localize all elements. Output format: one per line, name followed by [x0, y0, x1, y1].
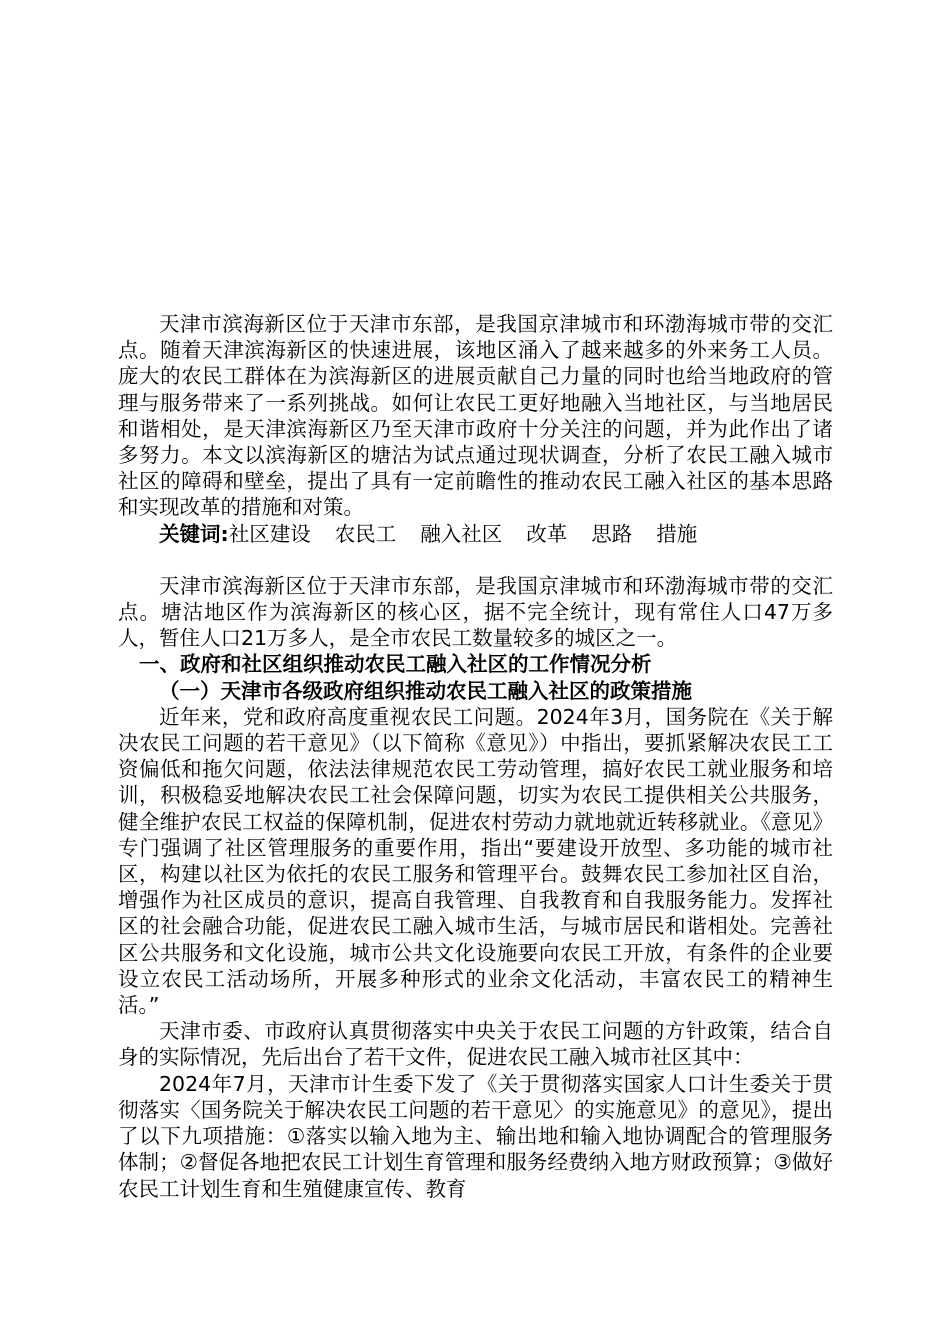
paragraph-spacer — [118, 547, 833, 573]
intro-paragraph: 天津市滨海新区位于天津市东部，是我国京津城市和环渤海城市带的交汇点。塘沽地区作为滨海新区的核心区，据不完全统计，现有常住人口47万多人，暂住人口21万多人，是全市农民工数量较多的城区之一。 — [118, 573, 833, 651]
keywords-line — [118, 521, 833, 547]
body-paragraph: 近年来，党和政府高度重视农民工问题。2024年3月，国务院在《关于解决农民工问题的若干意见》（以下简称《意见》）中指出，要抓紧解决农民工工资偏低和拖欠问题，依法法律规范农民工劳动管理，搞好农民工就业服务和培训，积极稳妥地解决农民工社会保障问题，切实为农民工提供相关公共服务，健全维护农民工权益的保障机制，促进农村劳动力就地就近转移就业。《意见》专门强调了社区管理服务的重要作用，指出“要建设开放型、多功能的城市社区，构建以社区为依托的农民工服务和管理平台。鼓舞农民工参加社区自治，增强作为社区成员的意识，提高自我管理、自我教育和自我服务能力。发挥社区的社会融合功能，促进农民工融入城市生活，与城市居民和谐相处。完善社区公共服务和文化设施，城市公共文化设施要向农民工开放，有条件的企业要设立农民工活动场所，开展多种形式的业余文化活动，丰富农民工的精神生活。” — [118, 704, 833, 1018]
keyword-item: 思路 — [591, 521, 633, 546]
keywords-label: 关键词: — [159, 521, 229, 546]
body-paragraph: 天津市委、市政府认真贯彻落实中央关于农民工问题的方针政策，结合自身的实际情况，先后出台了若干文件，促进农民工融入城市社区其中： — [118, 1019, 833, 1070]
keyword-item: 融入社区 — [420, 521, 503, 546]
body-paragraph: 2024年7月，天津市计生委下发了《关于贯彻落实国家人口计生委关于贯彻落实〈国务院关于解决农民工问题的若干意见〉的实施意见》的意见》，提出了以下九项措施：①落实以输入地为主、输出地和输入地协调配合的管理服务体制；②督促各地把农民工计划生育管理和服务经费纳入地方财政预算；③做好农民工计划生育和生殖健康宣传、教育 — [118, 1071, 833, 1201]
keyword-item: 社区建设 — [228, 521, 311, 546]
keyword-item: 改革 — [526, 521, 568, 546]
subsection-heading: （一）天津市各级政府组织推动农民工融入社区的政策措施 — [159, 678, 692, 703]
document-page — [118, 311, 833, 1202]
keyword-item: 农民工 — [334, 521, 397, 546]
abstract-paragraph: 天津市滨海新区位于天津市东部，是我国京津城市和环渤海城市带的交汇点。随着天津滨海新区的快速进展，该地区涌入了越来越多的外来务工人员。庞大的农民工群体在为滨海新区的进展贡献自己力量的同时也给当地政府的管理与服务带来了一系列挑战。如何让农民工更好地融入当地社区，与当地居民和谐相处，是天津滨海新区乃至天津市政府十分关注的问题，并为此作出了诸多努力。本文以滨海新区的塘沽为试点通过现状调查，分析了农民工融入城市社区的障碍和壁垒，提出了具有一定前瞻性的推动农民工融入社区的基本思路和实现改革的措施和对策。 — [118, 312, 833, 520]
section-heading: 一、政府和社区组织推动农民工融入社区的工作情况分析 — [139, 652, 652, 677]
keyword-item: 措施 — [656, 521, 698, 546]
